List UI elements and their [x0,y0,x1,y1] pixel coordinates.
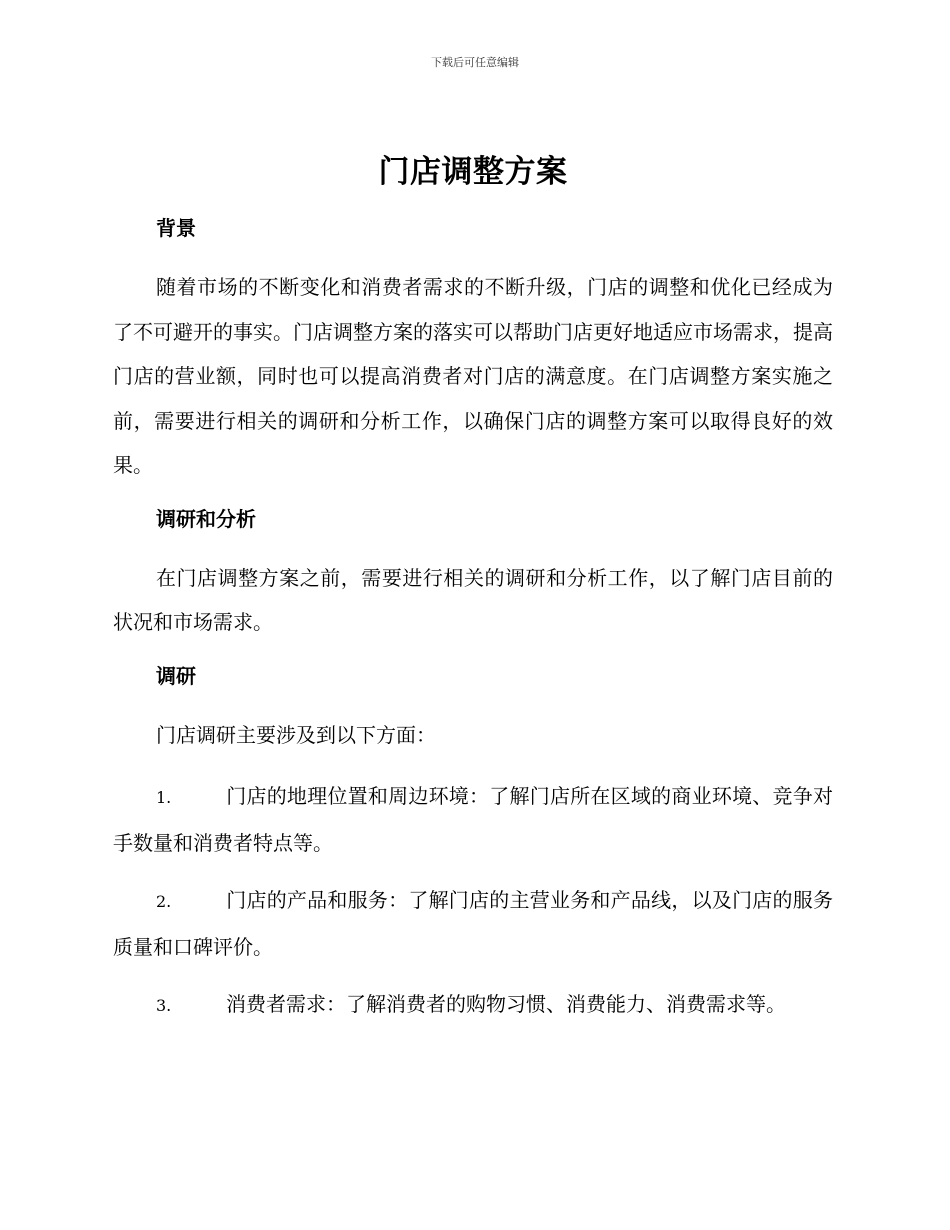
section-heading-research-analysis: 调研和分析 [156,506,256,531]
list-number: 2. [156,892,172,911]
list-number: 1. [156,788,172,807]
background-paragraph: 随着市场的不断变化和消费者需求的不断升级，门店的调整和优化已经成为了不可避开的事实。门店调整方案的落实可以帮助门店更好地适应市场需求，提高门店的营业额，同时也可以提高消费者对门店的满意度。在门店调整方案实施之前，需要进行相关的调研和分析工作，以确保门店的调整方案可以取得良好的效果。 [113,275,833,477]
section-heading-research: 调研 [156,663,196,688]
list-item-text: 门店的地理位置和周边环境：了解门店所在区域的商业环境、竞争对手数量和消费者特点等。 [113,784,833,855]
list-item-text: 消费者需求：了解消费者的购物习惯、消费能力、消费需求等。 [226,992,786,1016]
list-number: 3. [156,996,172,1015]
document-title: 门店调整方案 [378,154,568,190]
document-content [113,150,833,1042]
list-item [113,774,833,865]
research-analysis-paragraph: 在门店调整方案之前，需要进行相关的调研和分析工作，以了解门店目前的状况和市场需求。 [113,565,833,634]
research-intro: 门店调研主要涉及到以下方面： [156,722,436,747]
list-item [113,982,833,1029]
header-note: 下载后可任意编辑 [431,56,519,69]
list-item [113,878,833,969]
list-item-text: 门店的产品和服务：了解门店的主营业务和产品线，以及门店的服务质量和口碑评价。 [113,888,833,959]
section-heading-background: 背景 [156,216,196,240]
